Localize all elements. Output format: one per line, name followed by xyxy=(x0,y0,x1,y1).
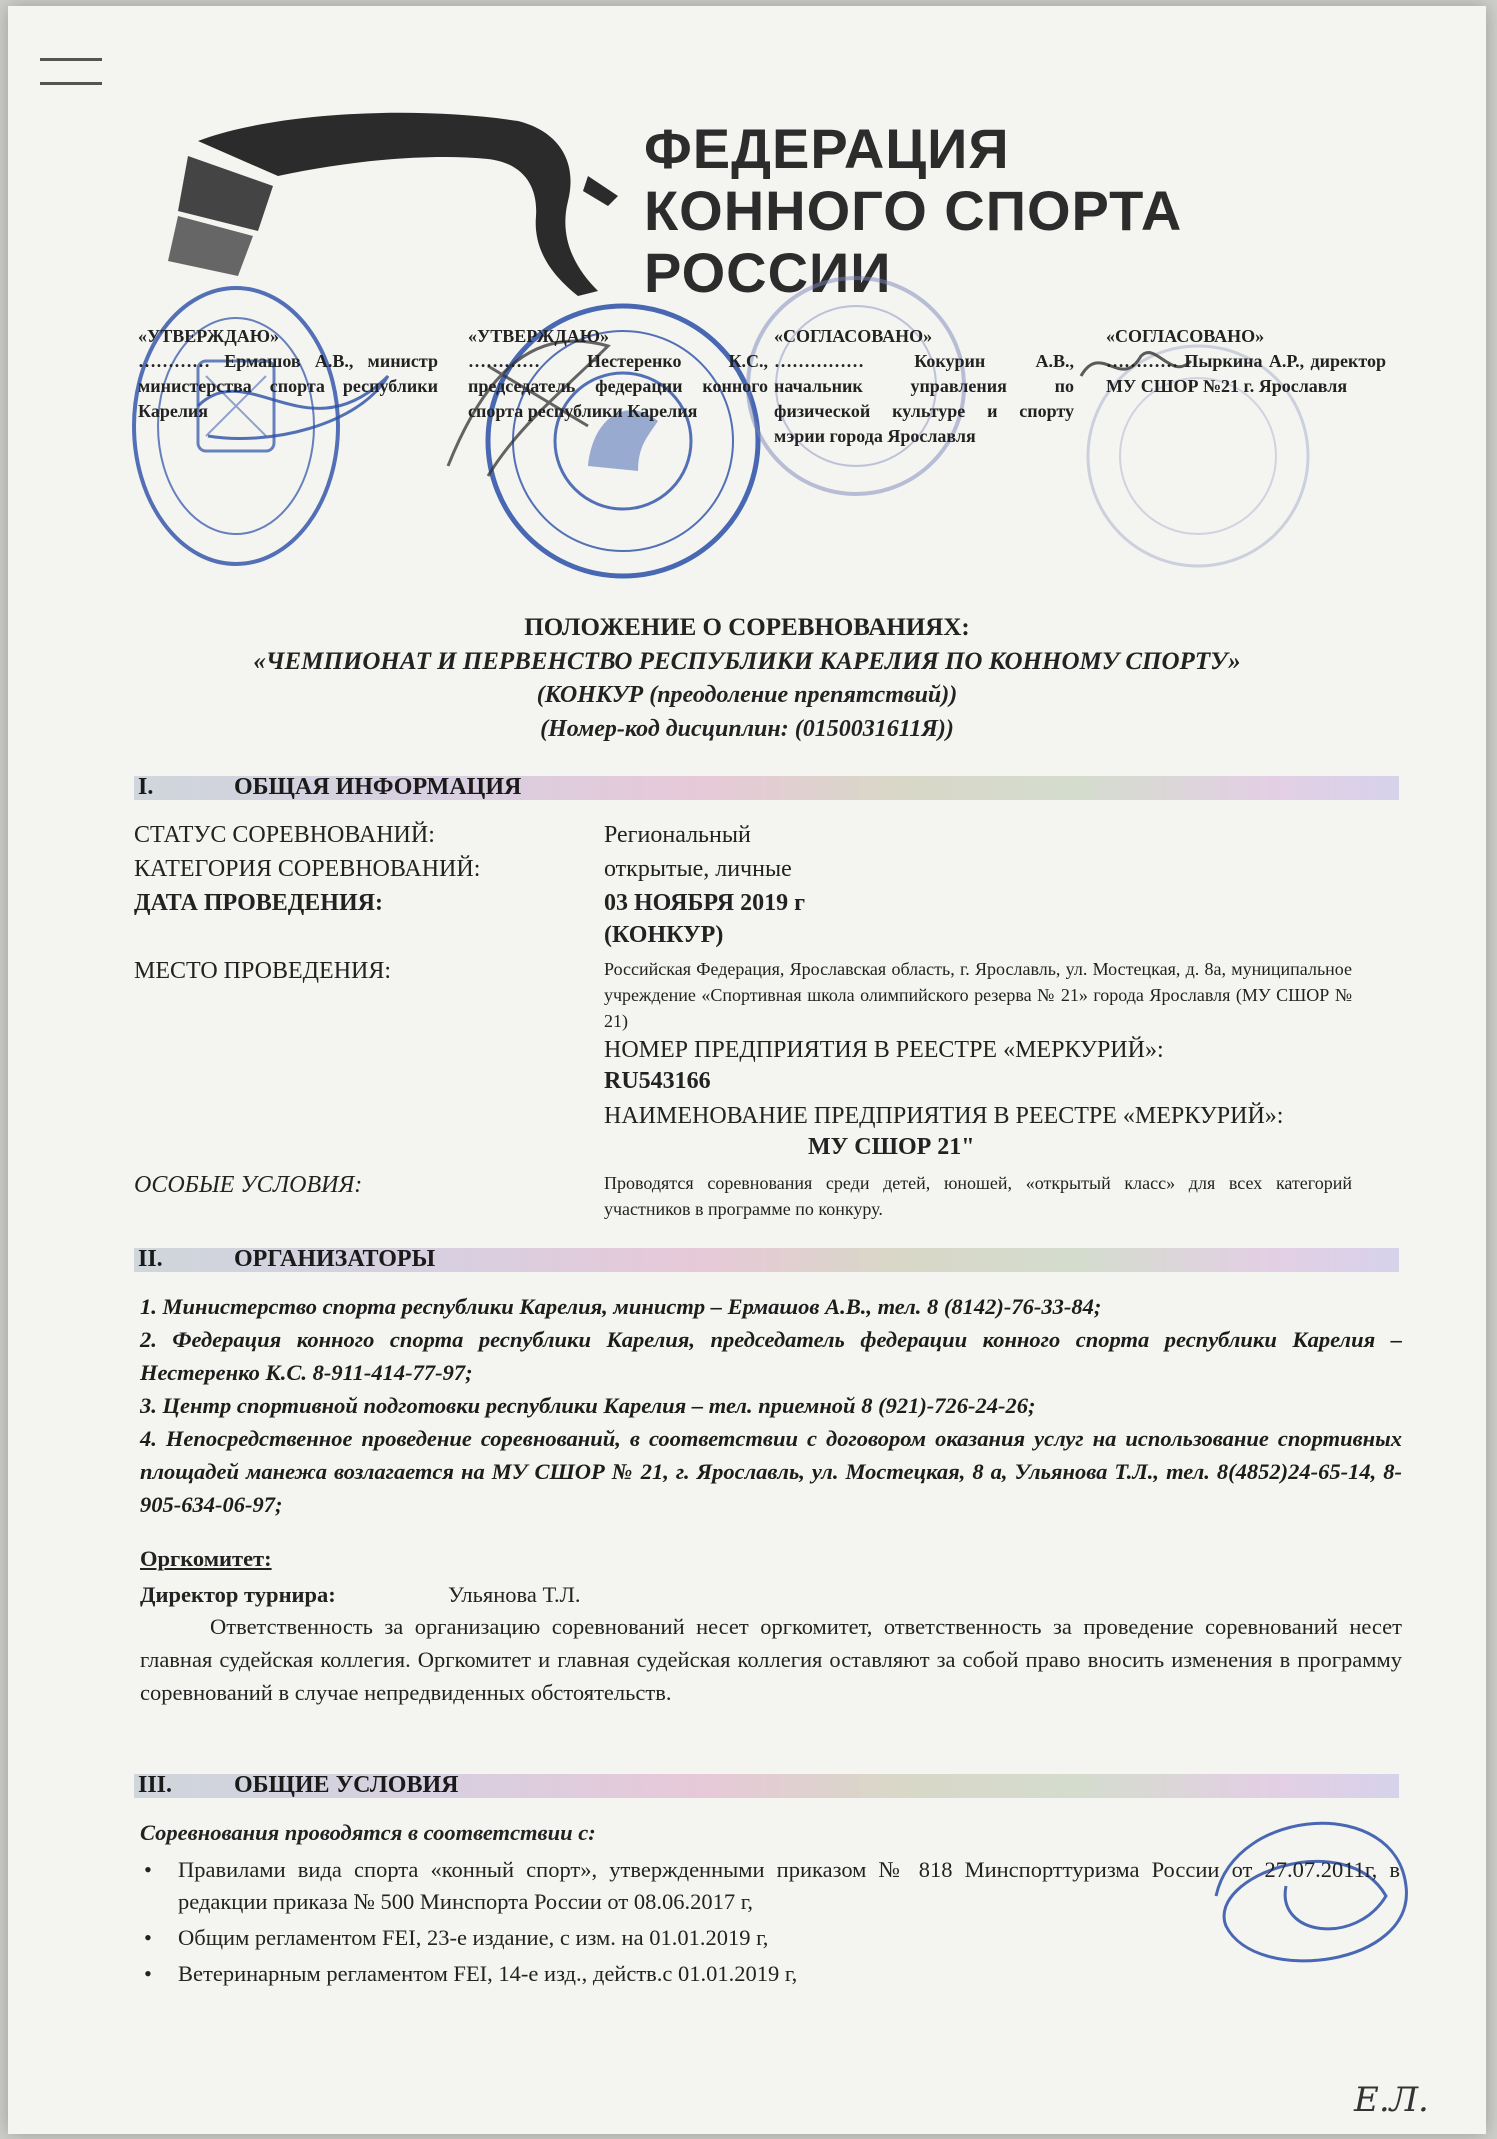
registry-name-value: МУ СШОР 21" xyxy=(808,1134,975,1160)
section-title: ОБЩАЯ ИНФОРМАЦИЯ xyxy=(234,774,522,800)
approval-block xyxy=(138,324,438,424)
responsibility-paragraph: Ответственность за организацию соревнований несет оргкомитет, ответственность за проведение соревнований несет главная судейская коллегия. Оргкомитет и главная судейская коллегия оставляют за собой право вносить изменения в программу соревнований в случае непредвиденных обстоятельств. xyxy=(140,1614,1402,1705)
organizer-item: 2. Федерация конного спорта республики Карелия, председатель федерации конного спорта республики Карелия – Нестеренко К.С. 8-911-414-77-97; xyxy=(140,1327,1402,1385)
document-title: ПОЛОЖЕНИЕ О СОРЕВНОВАНИЯХ: xyxy=(524,614,970,641)
approval-heading: «СОГЛАСОВАНО» xyxy=(1106,326,1265,346)
section-heading xyxy=(134,772,1399,804)
section-heading xyxy=(134,1770,1399,1802)
scan-mark xyxy=(40,58,102,61)
regulations-list xyxy=(138,1854,1400,1994)
document-page xyxy=(8,6,1486,2134)
discipline-code-line: (Номер-код дисциплин: (0150031611Я)) xyxy=(540,716,954,742)
approval-heading: «УТВЕРЖДАЮ» xyxy=(138,326,280,346)
special-conditions-label: ОСОБЫЕ УСЛОВИЯ: xyxy=(134,1172,363,1198)
orgcom-heading: Оргкомитет: xyxy=(140,1546,272,1571)
approval-text: ………… Пыркина А.Р., директор МУ СШОР №21 г. Ярославля xyxy=(1106,351,1386,396)
organizer-item: 1. Министерство спорта республики Карелия, министр – Ермашов А.В., тел. 8 (8142)-76-33-84; xyxy=(140,1294,1102,1319)
director-label: Директор турнира: xyxy=(140,1582,336,1607)
scan-mark xyxy=(40,82,102,85)
place-label: МЕСТО ПРОВЕДЕНИЯ: xyxy=(134,958,392,984)
organizer-item: 4. Непосредственное проведение соревнований, в соответствии с договором оказания услуг на использование спортивных площадей манежа возлагается на МУ СШОР № 21, г. Ярославль, ул. Мостецкая, 8 а, Ульянова Т.Л., тел. 8(4852)24-65-14, 8-905-634-06-97; xyxy=(140,1426,1402,1517)
list-item: • Общим регламентом FEI, 23-е издание, с изм. на 01.01.2019 г, xyxy=(138,1922,1400,1954)
federation-title-line: ФЕДЕРАЦИЯ xyxy=(644,117,1010,180)
category-label: КАТЕГОРИЯ СОРЕВНОВАНИЙ: xyxy=(134,856,481,882)
approval-text: ………… Ермашов А.В., министр министерства спорта республики Карелия xyxy=(138,351,438,421)
section-number: III. xyxy=(138,1772,173,1798)
federation-title-line: КОННОГО СПОРТА xyxy=(644,179,1183,242)
handwritten-initials: Е.Л. xyxy=(1354,2080,1429,2120)
approval-heading: «СОГЛАСОВАНО» xyxy=(774,326,933,346)
section-title: ОРГАНИЗАТОРЫ xyxy=(234,1246,436,1272)
status-value: Региональный xyxy=(604,822,751,848)
approval-text: ………… Нестеренко К.С., председатель федерации конного спорта республики Карелия xyxy=(468,351,768,421)
approval-block xyxy=(774,324,1074,449)
director-value: Ульянова Т.Л. xyxy=(448,1582,581,1607)
organizers-list xyxy=(140,1290,1402,1521)
section-number: I. xyxy=(138,774,154,800)
list-item: • Правилами вида спорта «конный спорт», утвержденными приказом № 818 Минспорттуризма России от 27.07.2011г, в редакции приказа № 500 Минспорта России от 08.06.2017 г, xyxy=(138,1854,1400,1918)
conditions-intro: Соревнования проводятся в соответствии с: xyxy=(140,1820,596,1845)
date-discipline: (КОНКУР) xyxy=(604,922,724,948)
category-value: открытые, личные xyxy=(604,856,792,882)
special-conditions-value: Проводятся соревнования среди детей, юношей, «открытый класс» для всех категорий участников в программе по конкуру. xyxy=(604,1173,1352,1219)
federation-title-line: РОССИИ xyxy=(644,241,892,304)
organizer-item: 3. Центр спортивной подготовки республики Карелия – тел. приемной 8 (921)-726-24-26; xyxy=(140,1393,1036,1418)
place-value: Российская Федерация, Ярославская область, г. Ярославль, ул. Мостецкая, д. 8а, муниципальное учреждение «Спортивная школа олимпийского резерва № 21» города Ярославля (МУ СШОР № 21) xyxy=(604,959,1352,1031)
list-item: • Ветеринарным регламентом FEI, 14-е изд., действ.с 01.01.2019 г, xyxy=(138,1958,1400,1990)
horse-logo-icon xyxy=(158,101,638,301)
registry-number-value: RU543166 xyxy=(604,1068,711,1094)
status-label: СТАТУС СОРЕВНОВАНИЙ: xyxy=(134,822,435,848)
date-value: 03 НОЯБРЯ 2019 г xyxy=(604,890,806,916)
section-heading xyxy=(134,1244,1399,1276)
section-number: II. xyxy=(138,1246,163,1272)
registry-number-label: НОМЕР ПРЕДПРИЯТИЯ В РЕЕСТРЕ «МЕРКУРИЙ»: xyxy=(604,1037,1164,1063)
approval-block xyxy=(468,324,768,424)
approval-heading: «УТВЕРЖДАЮ» xyxy=(468,326,610,346)
discipline-line: (КОНКУР (преодоление препятствий)) xyxy=(536,682,958,708)
registry-name-label: НАИМЕНОВАНИЕ ПРЕДПРИЯТИЯ В РЕЕСТРЕ «МЕРКУРИЙ»: xyxy=(604,1103,1284,1129)
approval-text: …………… Кокурин А.В., начальник управления по физической культуре и спорту мэрии города Ярославля xyxy=(774,351,1074,446)
document-subtitle: «ЧЕМПИОНАТ И ПЕРВЕНСТВО РЕСПУБЛИКИ КАРЕЛИЯ ПО КОННОМУ СПОРТУ» xyxy=(253,648,1241,675)
date-label: ДАТА ПРОВЕДЕНИЯ: xyxy=(134,890,383,916)
approval-block xyxy=(1106,324,1386,399)
section-title: ОБЩИЕ УСЛОВИЯ xyxy=(234,1772,459,1798)
